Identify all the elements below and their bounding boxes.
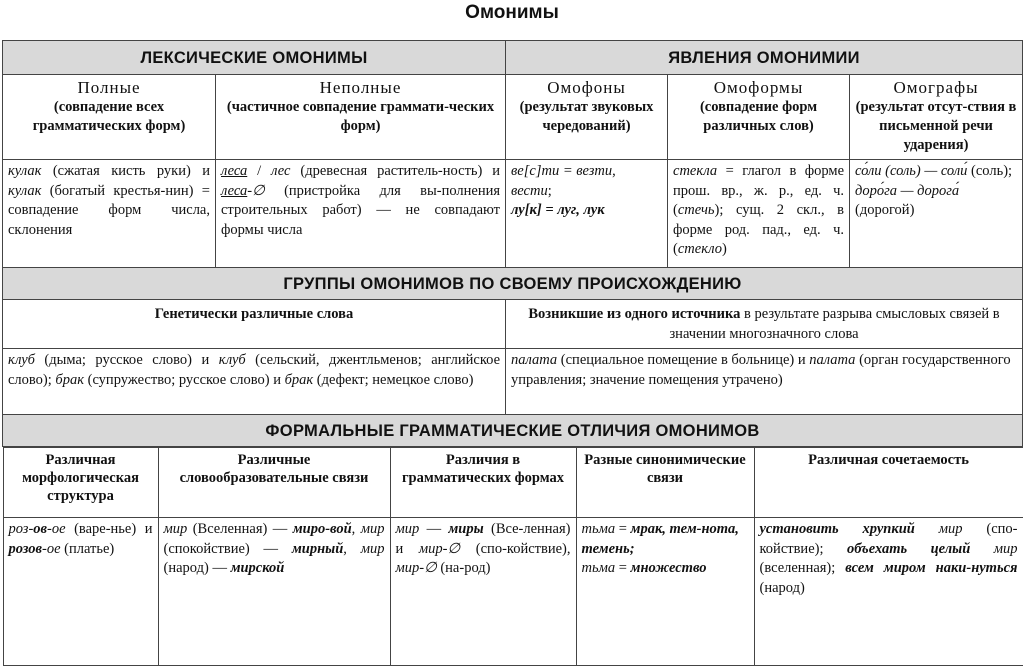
kind-homoforms xyxy=(668,75,850,160)
kind-partial-name: Неполные xyxy=(220,78,501,98)
example-collocation: установить хрупкий мир (спо-койствие); объехать целый мир (вселенная); всем миром наки-нуться (народ) xyxy=(754,518,1023,666)
formal-differences-table xyxy=(3,447,1023,666)
kind-full-desc: (совпадение всех грамматических форм) xyxy=(7,98,211,136)
example-genetic: клуб (дыма; русское слово) и клуб (сельский, джентльменов; английское слово); брак (супружество; русское слово) и брак (дефект; немецкое слово) xyxy=(3,349,506,415)
kind-full xyxy=(3,75,216,160)
kind-homographs xyxy=(850,75,1023,160)
col-synonym-links: Разные синонимические связи xyxy=(576,448,754,518)
example-full: кулак (сжатая кисть руки) и кулак (богатый крестья-нин) = совпадение форм числа, склонения xyxy=(3,160,216,268)
example-homophones: ве[с]ти = везти, вести; лу[к] = луг, лук xyxy=(506,160,668,268)
example-grammar: мир — миры (Все-ленная) и мир-∅ (спо-койствие), мир-∅ (на-род) xyxy=(390,518,576,666)
homonyms-table xyxy=(2,40,1023,666)
formal-differences-header: ФОРМАЛЬНЫЕ ГРАММАТИЧЕСКИЕ ОТЛИЧИЯ ОМОНИМОВ xyxy=(3,415,1023,447)
homonymy-phenomena-header: ЯВЛЕНИЯ ОМОНИМИИ xyxy=(506,41,1023,75)
kind-homophones-name: Омофоны xyxy=(510,78,663,98)
kind-partial-desc: (частичное совпадение граммати-ческих форм) xyxy=(220,98,501,136)
common-source-header: Возникшие из одного источника в результате разрыва смысловых связей в значении многозначного слова xyxy=(506,300,1023,349)
col-collocation: Различная сочетаемость xyxy=(754,448,1023,518)
formal-differences-block xyxy=(3,447,1023,666)
col-grammar-forms: Различия в грамматических формах xyxy=(390,448,576,518)
kind-homophones xyxy=(506,75,668,160)
example-synonyms: тьма = мрак, тем-нота, темень; тьма = множество xyxy=(576,518,754,666)
lexical-homonyms-header: ЛЕКСИЧЕСКИЕ ОМОНИМЫ xyxy=(3,41,506,75)
example-partial: леса / лес (древесная раститель-ность) и леса-∅ (пристройка для вы-полнения строительных работ) — не совпадают формы числа xyxy=(216,160,506,268)
origin-groups-header: ГРУППЫ ОМОНИМОВ ПО СВОЕМУ ПРОИСХОЖДЕНИЮ xyxy=(3,268,1023,300)
kind-homophones-desc: (результат звуковых чередований) xyxy=(510,98,663,136)
kind-homoforms-desc: (совпадение форм различных слов) xyxy=(672,98,845,136)
example-common-source: палата (специальное помещение в больнице) и палата (орган государственного управления; значение помещения утрачено) xyxy=(506,349,1023,415)
kind-partial xyxy=(216,75,506,160)
kind-homographs-name: Омографы xyxy=(854,78,1018,98)
example-homoforms: стекла = глагол в форме прош. вр., ж. р., ед. ч. (стечь); сущ. 2 скл., в форме род. пад., ед. ч. (стекло) xyxy=(668,160,850,268)
example-derivation: мир (Вселенная) — миро-вой, мир (спокойствие) — мирный, мир (народ) — мирской xyxy=(158,518,390,666)
kind-homographs-desc: (результат отсут-ствия в письменной речи ударения) xyxy=(854,98,1018,155)
col-derivation-links: Различные словообразовательные связи xyxy=(158,448,390,518)
example-homographs: со́ли (соль) — соли́ (соль); доро́га — дорога́ (дорогой) xyxy=(850,160,1023,268)
page-title: Омонимы xyxy=(0,0,1024,40)
col-morph-structure: Различная морфологическая структура xyxy=(3,448,158,518)
kind-full-name: Полные xyxy=(7,78,211,98)
kind-homoforms-name: Омоформы xyxy=(672,78,845,98)
genetically-different-header: Генетически различные слова xyxy=(3,300,506,349)
example-morph: роз-ов-ое (варе-нье) и розов-ое (платье) xyxy=(3,518,158,666)
